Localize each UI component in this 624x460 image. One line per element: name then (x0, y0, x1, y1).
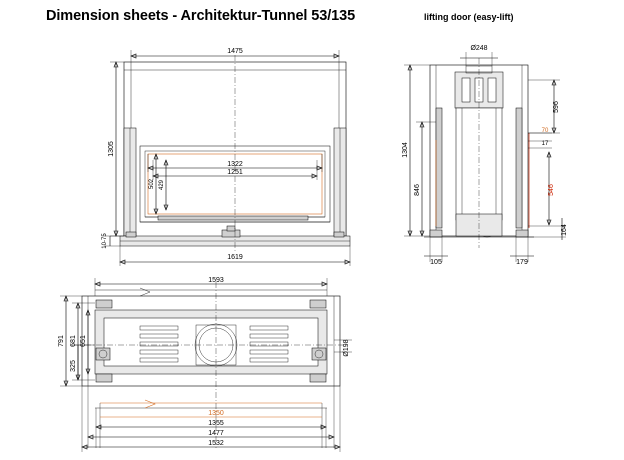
side-height-846: 846 (414, 184, 421, 196)
side-height-70: 70 (541, 128, 549, 134)
plan-width-1477: 1477 (208, 430, 224, 437)
side-height-546: 546 (548, 184, 555, 196)
plan-view (58, 277, 352, 452)
front-inner-height-outer: 502 (149, 178, 155, 190)
front-bottom-width: 1619 (227, 254, 243, 261)
plan-top-width: 1593 (208, 277, 224, 284)
side-flue-diameter: Ø248 (470, 45, 488, 52)
plan-depth-791: 791 (58, 335, 65, 347)
plan-depth-325: 325 (70, 360, 77, 372)
plan-width-1355: 1355 (208, 420, 224, 427)
side-elevation-view (402, 45, 568, 266)
plan-depth-651: 651 (80, 335, 87, 347)
plan-width-1532: 1532 (208, 440, 224, 447)
front-top-width: 1475 (227, 48, 243, 55)
front-inner-height-inner: 429 (159, 179, 165, 191)
side-depth-left: 105 (430, 259, 442, 266)
front-left-height: 1305 (108, 141, 115, 157)
page-subtitle: lifting door (easy-lift) (424, 12, 514, 22)
front-inner-width-lower: 1251 (227, 169, 243, 176)
side-height-164: 164 (561, 224, 568, 236)
plan-width-1350: 1350 (208, 410, 224, 417)
plan-depth-681: 681 (70, 335, 77, 347)
side-height-596: 596 (553, 101, 560, 113)
front-inner-width-upper: 1322 (227, 161, 243, 168)
side-total-height: 1304 (402, 142, 409, 158)
side-depth-right: 179 (516, 259, 528, 266)
front-elevation-view (102, 48, 350, 266)
page-title: Dimension sheets - Architektur-Tunnel 53/135 (46, 8, 356, 24)
front-base-height: 10-75 (102, 233, 108, 249)
side-height-17: 17 (541, 141, 549, 147)
plan-duct-diameter: Ø198 (343, 339, 350, 357)
